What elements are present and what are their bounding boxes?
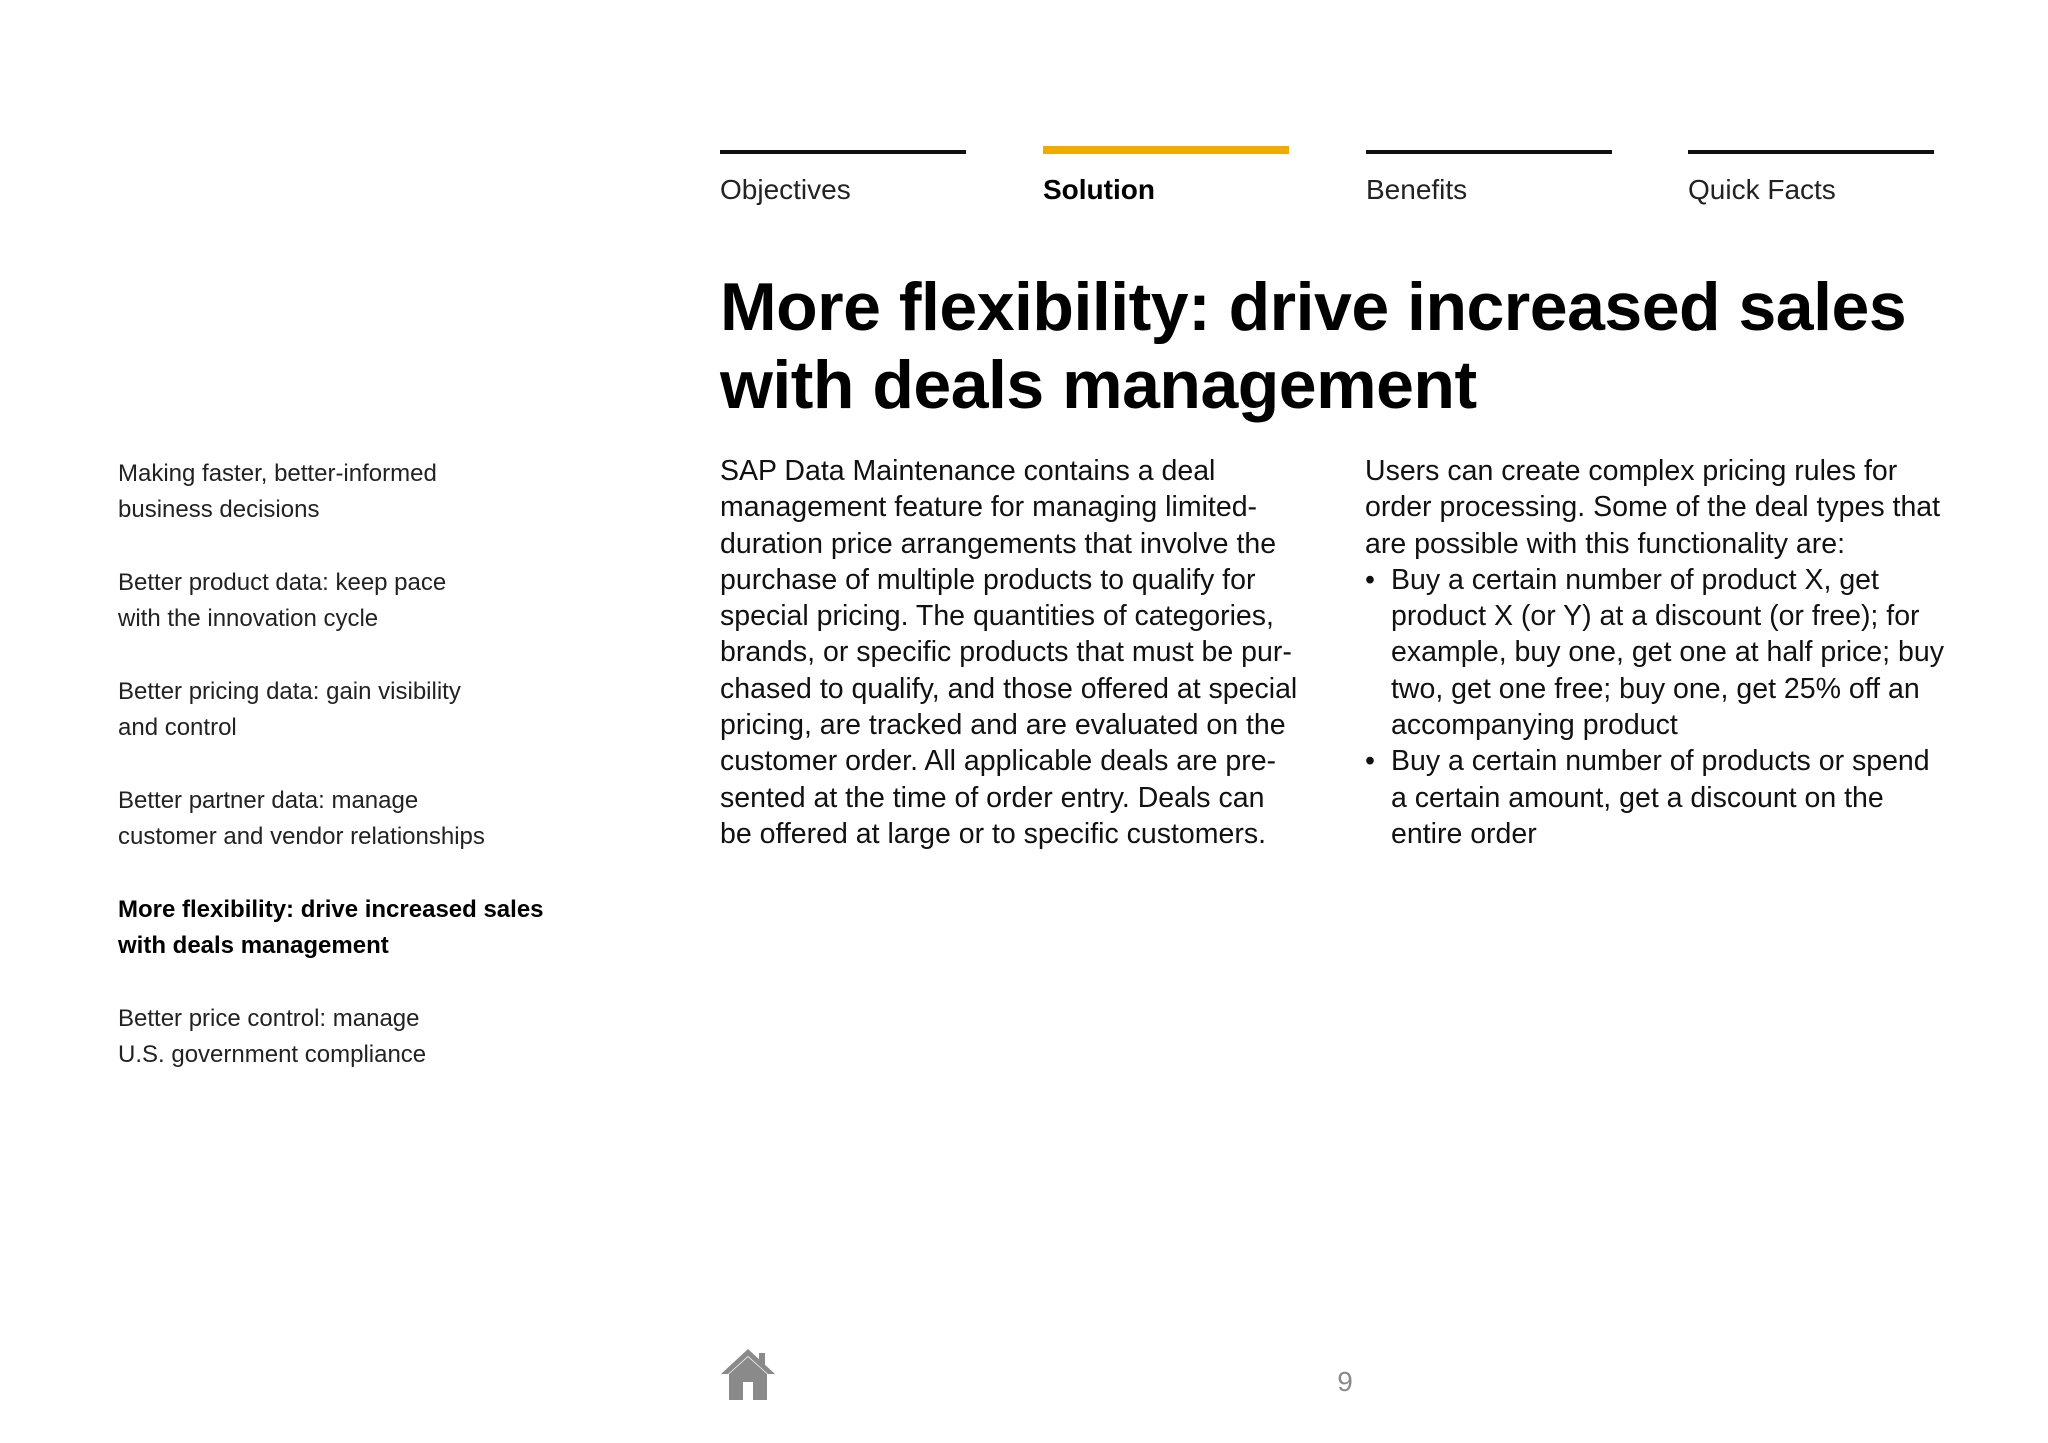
side-nav-item-price-control[interactable] [118,1001,588,1073]
side-nav-label: with the innovation cycle [118,605,379,632]
body-line: management feature for managing limited- [720,491,1258,524]
list-item [1365,743,1995,852]
body-line: entire order [1391,817,1537,850]
body-line: be offered at large or to specific customers. [720,817,1266,850]
side-nav-label: and control [118,714,237,741]
side-nav-label: Better price control: manage [118,1005,420,1032]
body-line: special pricing. The quantities of categories, [720,600,1274,633]
body-line: Buy a certain number of products or spend [1391,745,1930,778]
side-nav-label: Making faster, better-informed [118,460,437,487]
body-line: pricing, are tracked and are evaluated on the [720,709,1286,742]
tab-label: Benefits [1366,174,1468,205]
section-tabs [720,146,1930,216]
tab-objectives[interactable] [720,146,966,216]
body-line: sented at the time of order entry. Deals can [720,781,1265,814]
side-nav-item-partner-data[interactable] [118,783,588,855]
side-nav-label: Better product data: keep pace [118,569,447,596]
tab-bar [1366,150,1612,154]
bullet-icon: • [1365,563,1375,596]
side-nav-label: business decisions [118,496,320,523]
tab-solution[interactable] [1043,146,1289,216]
body-line: customer order. All applicable deals are pre- [720,745,1277,778]
body-line: Buy a certain number of product X, get [1391,563,1879,596]
body-line: Users can create complex pricing rules for [1365,455,1898,487]
body-text-right [1365,453,1995,852]
tab-label: Quick Facts [1688,174,1836,205]
list-item [1365,562,1995,743]
body-line: a certain amount, get a discount on the [1391,781,1884,814]
body-line: are possible with this functionality are: [1365,527,1845,560]
side-nav-label: Better pricing data: gain visibility [118,678,461,705]
body-line: example, buy one, get one at half price; buy [1391,636,1944,669]
side-nav-label: More flexibility: drive increased sales [118,896,544,923]
tab-quick-facts[interactable] [1688,146,1934,216]
page-number: 9 [1337,1366,1353,1397]
tab-label: Objectives [720,174,851,205]
side-nav-label: U.S. government compliance [118,1041,427,1068]
body-line: chased to qualify, and those offered at special [720,672,1298,705]
body-line: two, get one free; buy one, get 25% off an [1391,672,1920,705]
tab-bar-active [1043,146,1289,154]
page-title-line: with deals management [720,347,1477,423]
side-nav-item-product-data[interactable] [118,565,588,637]
tab-bar [1688,150,1934,154]
body-line: purchase of multiple products to qualify for [720,563,1256,596]
bullet-icon: • [1365,745,1375,778]
side-nav-label: Better partner data: manage [118,787,419,814]
side-nav-item-pricing-data[interactable] [118,674,588,746]
tab-bar [720,150,966,154]
body-line: product X (or Y) at a discount (or free); for [1391,600,1920,633]
home-icon[interactable] [718,1346,778,1402]
side-nav-label: customer and vendor relationships [118,823,485,850]
body-line: order processing. Some of the deal types that [1365,491,1941,524]
page-title [720,268,1980,424]
side-nav-item-decisions[interactable] [118,456,588,528]
tab-benefits[interactable] [1366,146,1612,216]
side-nav-label: with deals management [118,932,389,959]
body-line: accompanying product [1391,709,1678,742]
tab-label: Solution [1043,174,1155,205]
side-nav-item-flexibility[interactable] [118,892,588,964]
body-line: duration price arrangements that involve the [720,527,1277,560]
side-nav [118,456,588,1110]
deal-types-list [1365,562,1995,852]
body-text-left [720,453,1330,852]
page-title-line: More flexibility: drive increased sales [720,269,1907,345]
body-line: brands, or specific products that must be pur- [720,636,1292,669]
body-line: SAP Data Maintenance contains a deal [720,455,1216,487]
